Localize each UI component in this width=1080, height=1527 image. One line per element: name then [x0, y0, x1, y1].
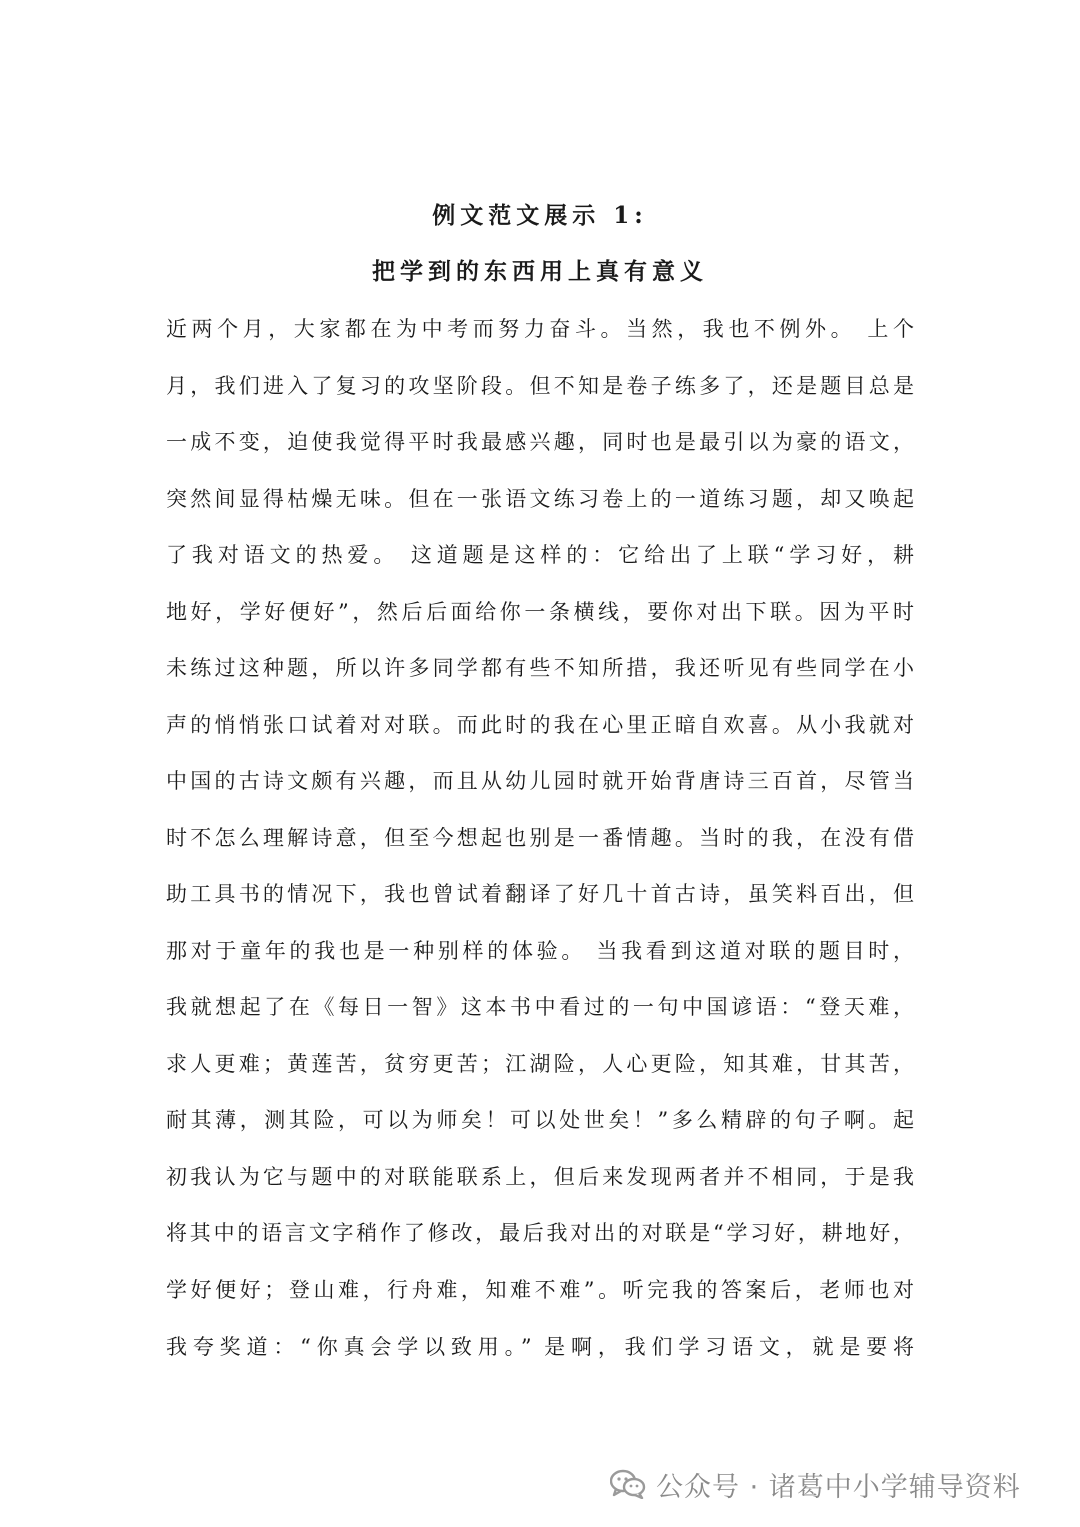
- watermark-text: 公众号 · 诸葛中小学辅导资料: [656, 1471, 1021, 1503]
- body-line: 近两个月，大家都在为中考而努力奋斗。当然，我也不例外。 上个: [166, 317, 914, 341]
- body-line: 未练过这种题，所以许多同学都有些不知所措，我还听见有些同学在小: [166, 656, 914, 680]
- body-line: 了我对语文的热爱。 这道题是这样的：它给出了上联“学习好，耕: [166, 543, 914, 567]
- body-line: 地好，学好便好”，然后后面给你一条横线，要你对出下联。因为平时: [166, 600, 914, 624]
- body-line: 将其中的语言文字稍作了修改，最后我对出的对联是“学习好，耕地好，: [166, 1221, 914, 1245]
- body-line: 声的悄悄张口试着对对联。而此时的我在心里正暗自欢喜。从小我就对: [166, 713, 914, 737]
- body-line: 时不怎么理解诗意，但至今想起也别是一番情趣。当时的我，在没有借: [166, 826, 914, 850]
- body-line: 一成不变，迫使我觉得平时我最感兴趣，同时也是最引以为豪的语文，: [166, 430, 914, 454]
- body-line: 中国的古诗文颇有兴趣，而且从幼儿园时就开始背唐诗三百首，尽管当: [166, 769, 914, 793]
- body-line: 耐其薄，测其险，可以为师矣！可以处世矣！”多么精辟的句子啊。起: [166, 1108, 914, 1132]
- body-line: 初我认为它与题中的对联能联系上，但后来发现两者并不相同，于是我: [166, 1165, 914, 1189]
- body-line: 我夸奖道：“你真会学以致用。” 是啊，我们学习语文，就是要将: [166, 1335, 914, 1359]
- watermark: [610, 1462, 1021, 1506]
- body-line: 助工具书的情况下，我也曾试着翻译了好几十首古诗，虽笑料百出，但: [166, 882, 914, 906]
- body-line: 学好便好；登山难，行舟难，知难不难”。听完我的答案后，老师也对: [166, 1278, 914, 1302]
- body-line: 我就想起了在《每日一智》这本书中看过的一句中国谚语：“登天难，: [166, 995, 914, 1019]
- body-line: 那对于童年的我也是一种别样的体验。 当我看到这道对联的题目时，: [166, 939, 914, 963]
- essay-title: 把学到的东西用上真有意义: [372, 258, 708, 285]
- body-line: 求人更难；黄莲苦，贫穷更苦；江湖险，人心更险，知其难，甘其苦，: [166, 1052, 914, 1076]
- section-heading: 例文范文展示 1:: [432, 202, 648, 229]
- body-line: 月，我们进入了复习的攻坚阶段。但不知是卷子练多了，还是题目总是: [166, 374, 914, 398]
- wechat-icon: [610, 1469, 646, 1499]
- body-line: 突然间显得枯燥无味。但在一张语文练习卷上的一道练习题，却又唤起: [166, 487, 914, 511]
